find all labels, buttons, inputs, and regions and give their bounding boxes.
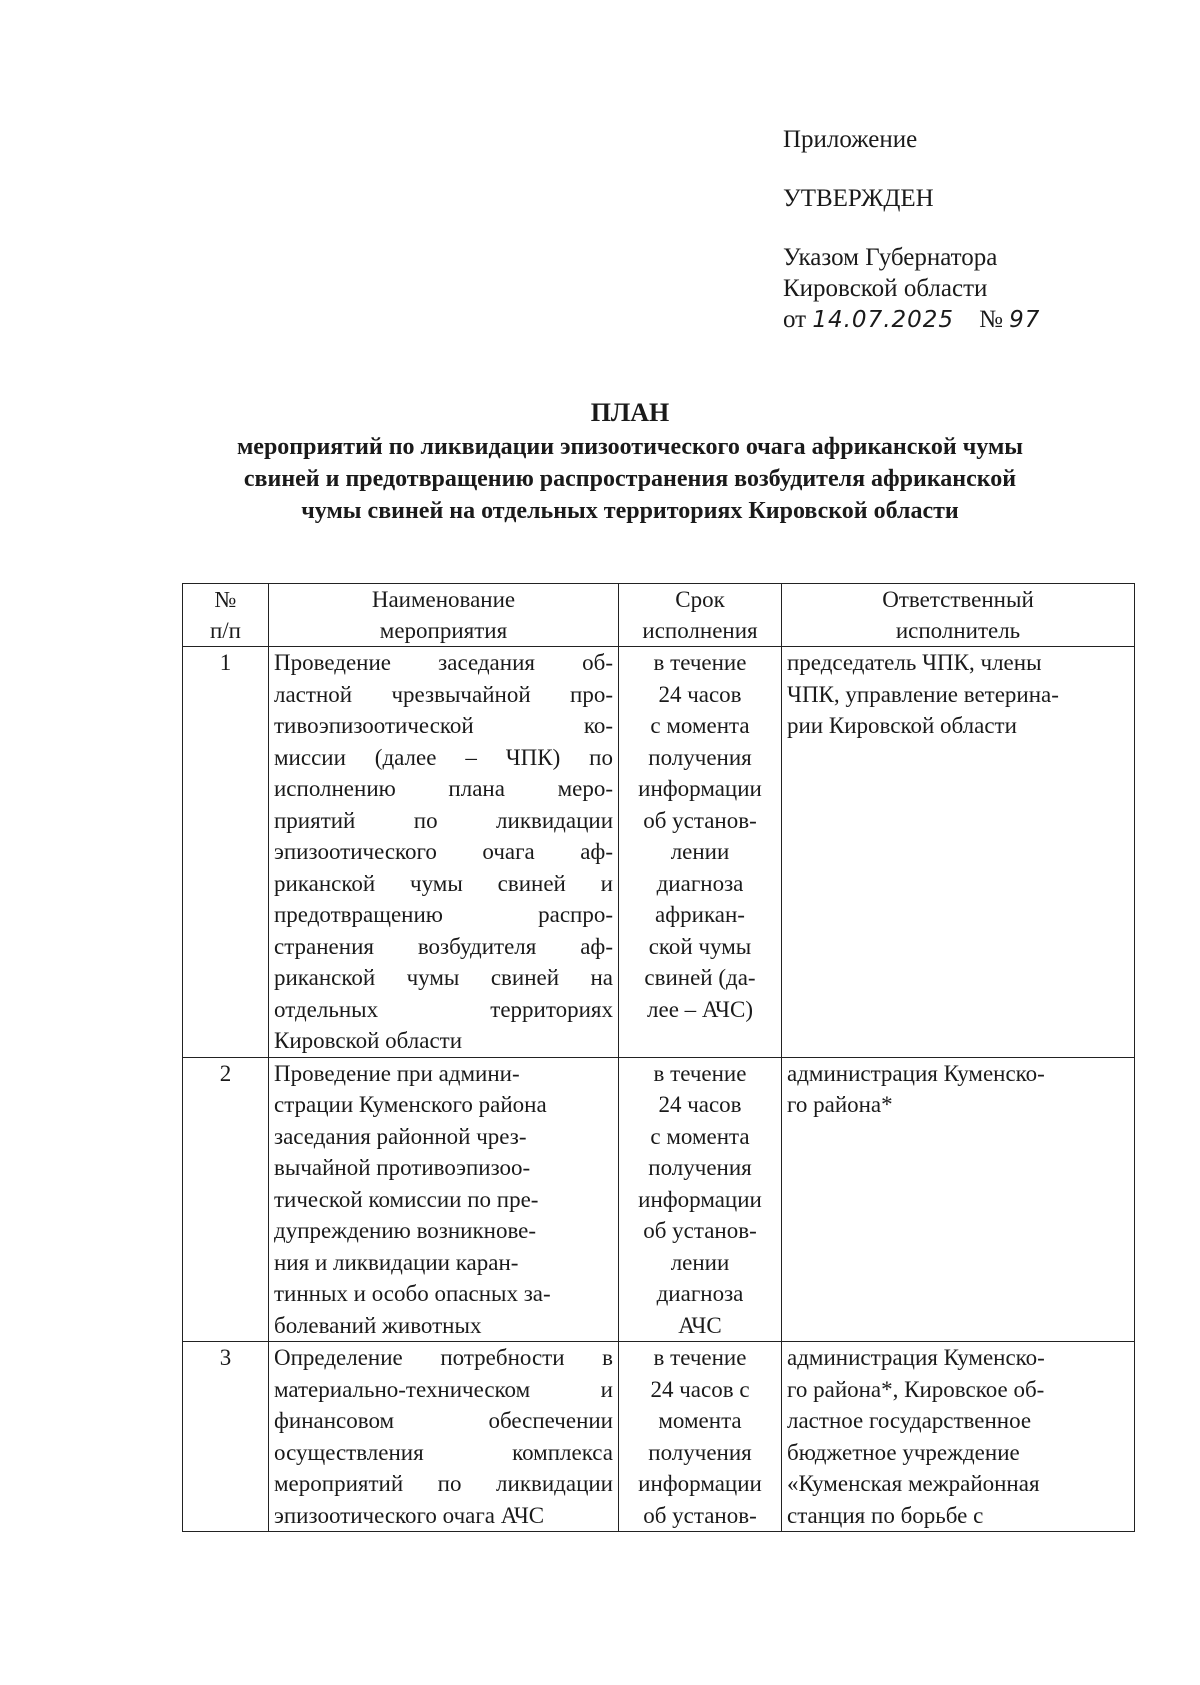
plan-subtitle bbox=[150, 431, 1110, 527]
cell-line: ЧПК, управление ветерина- bbox=[787, 681, 1059, 707]
header-text: Ответственный bbox=[882, 587, 1034, 612]
cell-line: об установ- bbox=[643, 1218, 757, 1243]
responsible-cell bbox=[782, 1342, 1135, 1532]
cell-line: предотвращению распро- bbox=[274, 902, 613, 927]
cell-line: об установ- bbox=[643, 807, 757, 833]
cell-line: мероприятий по ликвидации bbox=[274, 1471, 613, 1496]
header-text: мероприятия bbox=[379, 618, 508, 643]
row-number-cell bbox=[183, 647, 269, 1058]
cell-line: ластное государственное bbox=[787, 1408, 1032, 1433]
cell-line: «Куменская межрайонная bbox=[787, 1471, 1040, 1496]
cell-line: ластной чрезвычайной про- bbox=[274, 681, 613, 707]
cell-line: информации bbox=[638, 776, 762, 801]
cell-line: риканской чумы свиней и bbox=[274, 870, 613, 896]
row-number: 3 bbox=[219, 1345, 232, 1370]
header-text: исполнения bbox=[642, 618, 758, 643]
cell-line: тивоэпизоотической ко- bbox=[274, 713, 613, 738]
cell-line: АЧС bbox=[678, 1312, 722, 1338]
cell-line: Проведение при админи- bbox=[274, 1060, 520, 1086]
header-text: Наименование bbox=[371, 587, 516, 612]
cell-line: председатель ЧПК, члены bbox=[787, 650, 1042, 675]
cell-line: диагноза bbox=[656, 870, 744, 896]
cell-line: исполнению плана меро- bbox=[274, 776, 613, 801]
cell-line: эпизоотического очага аф- bbox=[274, 839, 613, 864]
date-prefix: от bbox=[783, 306, 807, 333]
cell-line: в течение bbox=[653, 1345, 747, 1370]
activity-cell bbox=[269, 647, 619, 1058]
cell-line: получения bbox=[648, 1155, 752, 1180]
responsible-cell bbox=[782, 647, 1135, 1058]
cell-line: 24 часов с bbox=[650, 1376, 750, 1402]
cell-line: 24 часов bbox=[658, 1092, 742, 1117]
cell-line: об установ- bbox=[643, 1502, 757, 1528]
cell-line: заседания районной чрез- bbox=[274, 1123, 527, 1149]
decree-date-line bbox=[783, 304, 1040, 336]
cell-line: Проведение заседания об- bbox=[274, 650, 613, 675]
cell-line: бюджетное учреждение bbox=[787, 1439, 1020, 1465]
cell-line: материально-техническом и bbox=[274, 1376, 613, 1402]
header-num bbox=[183, 584, 269, 647]
row-number: 1 bbox=[219, 650, 232, 675]
cell-line: отдельных территориях bbox=[274, 996, 613, 1022]
cell-line: Кировской области bbox=[274, 1028, 463, 1053]
cell-line: получения bbox=[648, 1439, 752, 1465]
approval-block bbox=[783, 124, 1040, 336]
table-row bbox=[183, 647, 1135, 1058]
table-row bbox=[183, 1342, 1135, 1532]
plan-heading: ПЛАН bbox=[590, 398, 670, 427]
cell-line: вычайной противоэпизоо- bbox=[274, 1155, 531, 1180]
row-number-cell bbox=[183, 1057, 269, 1342]
cell-line: го района* bbox=[787, 1092, 893, 1117]
cell-line: лении bbox=[670, 1249, 730, 1275]
header-text: № bbox=[214, 587, 237, 612]
cell-line: риканской чумы свиней на bbox=[274, 965, 613, 990]
cell-line: миссии (далее – ЧПК) по bbox=[274, 744, 613, 770]
responsible-cell bbox=[782, 1057, 1135, 1342]
subtitle-line: свиней и предотвращению распространения возбудителя африканской bbox=[243, 466, 1017, 492]
cell-line: лении bbox=[670, 839, 730, 864]
plan-table-body bbox=[183, 647, 1135, 1532]
term-cell bbox=[619, 1342, 782, 1532]
activity-cell bbox=[269, 1057, 619, 1342]
decree-line-1: Указом Губернатора bbox=[783, 244, 998, 271]
header-text: исполнитель bbox=[895, 618, 1021, 643]
activity-cell bbox=[269, 1342, 619, 1532]
header-activity bbox=[269, 584, 619, 647]
cell-line: администрация Куменско- bbox=[787, 1060, 1045, 1086]
cell-line: получения bbox=[648, 744, 752, 770]
subtitle-line: мероприятий по ликвидации эпизоотического очага африканской чумы bbox=[236, 434, 1024, 460]
table-header-row bbox=[183, 584, 1135, 647]
subtitle-line: чумы свиней на отдельных территориях Кировской области bbox=[301, 498, 959, 524]
cell-line: болеваний животных bbox=[274, 1312, 482, 1338]
cell-line: диагноза bbox=[656, 1281, 744, 1306]
row-number-cell bbox=[183, 1342, 269, 1532]
cell-line: информации bbox=[638, 1471, 762, 1496]
cell-line: момента bbox=[658, 1408, 742, 1433]
cell-line: 24 часов bbox=[658, 681, 742, 707]
handwritten-date: 14.07.2025 bbox=[812, 307, 955, 333]
cell-line: администрация Куменско- bbox=[787, 1345, 1045, 1370]
cell-line: в течение bbox=[653, 1060, 747, 1086]
cell-line: страции Куменского района bbox=[274, 1092, 547, 1117]
cell-line: с момента bbox=[650, 713, 750, 738]
cell-line: лее – АЧС) bbox=[647, 996, 753, 1022]
number-prefix: № bbox=[979, 306, 1003, 333]
appendix-label: Приложение bbox=[783, 126, 918, 153]
cell-line: информации bbox=[638, 1186, 762, 1212]
term-cell bbox=[619, 647, 782, 1058]
cell-line: го района*, Кировское об- bbox=[787, 1376, 1045, 1402]
term-cell bbox=[619, 1057, 782, 1342]
handwritten-number: 97 bbox=[1009, 307, 1041, 333]
cell-line: тической комиссии по пре- bbox=[274, 1186, 539, 1212]
header-responsible bbox=[782, 584, 1135, 647]
table-row bbox=[183, 1057, 1135, 1342]
cell-line: свиней (да- bbox=[644, 965, 756, 990]
header-text: Срок bbox=[675, 587, 725, 612]
plan-table bbox=[182, 583, 1135, 1532]
cell-line: осуществления комплекса bbox=[274, 1439, 613, 1465]
cell-line: финансовом обеспечении bbox=[274, 1408, 613, 1433]
row-number: 2 bbox=[219, 1060, 232, 1086]
cell-line: странения возбудителя аф- bbox=[274, 933, 613, 959]
approved-label: УТВЕРЖДЕН bbox=[783, 185, 934, 212]
cell-line: в течение bbox=[653, 650, 747, 675]
decree-line-2: Кировской области bbox=[783, 275, 988, 302]
cell-line: тинных и особо опасных за- bbox=[274, 1281, 551, 1306]
cell-line: ской чумы bbox=[648, 933, 752, 959]
cell-line: рии Кировской области bbox=[787, 713, 1017, 738]
header-term bbox=[619, 584, 782, 647]
cell-line: дупреждению возникнове- bbox=[274, 1218, 537, 1243]
header-text: п/п bbox=[209, 618, 241, 643]
cell-line: ния и ликвидации каран- bbox=[274, 1249, 519, 1275]
cell-line: Определение потребности в bbox=[274, 1345, 613, 1370]
cell-line: эпизоотического очага АЧС bbox=[274, 1502, 545, 1528]
cell-line: с момента bbox=[650, 1123, 750, 1149]
cell-line: приятий по ликвидации bbox=[274, 807, 613, 833]
cell-line: станция по борьбе с bbox=[787, 1502, 984, 1528]
cell-line: африкан- bbox=[655, 902, 745, 927]
